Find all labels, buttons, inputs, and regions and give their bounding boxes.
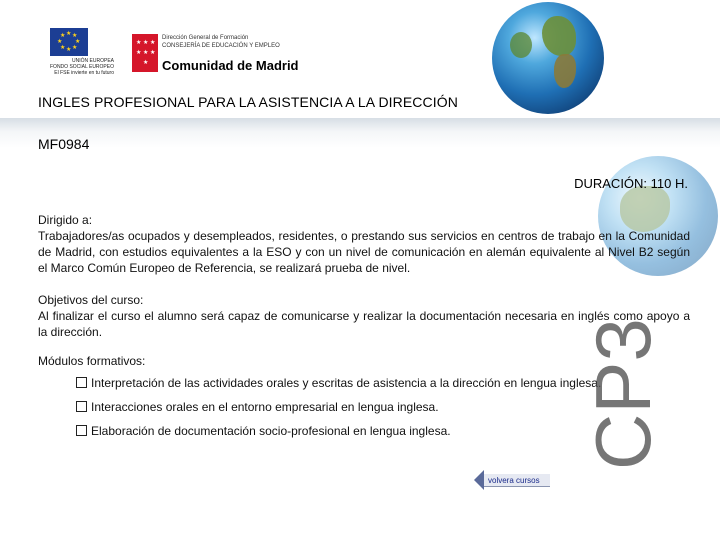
globe-icon	[492, 2, 604, 114]
madrid-name: Comunidad de Madrid	[162, 58, 299, 73]
eu-logo	[14, 28, 114, 76]
back-arrow-icon	[474, 470, 484, 490]
target-section	[38, 212, 690, 276]
course-duration: DURACIÓN: 110 H.	[574, 176, 688, 191]
madrid-department-text: Dirección General de Formación CONSEJERÍA DE EDUCACIÓN Y EMPLEO	[162, 35, 280, 49]
module-item: Interacciones orales en el entorno empresarial en lengua inglesa.	[76, 400, 439, 414]
madrid-flag-icon: ★ ★ ★ ★ ★ ★ ★	[132, 34, 158, 72]
course-code: MF0984	[38, 136, 90, 152]
course-title: INGLES PROFESIONAL PARA LA ASISTENCIA A LA DIRECCIÓN	[38, 94, 458, 110]
back-to-courses-button[interactable]	[474, 470, 550, 490]
eu-logo-text: UNIÓN EUROPEA FONDO SOCIAL EUROPEO El FSE invierte en tu futuro	[50, 58, 114, 76]
checkbox-bullet-icon	[76, 377, 87, 388]
objectives-text: Al finalizar el curso el alumno será capaz de comunicarse y realizar la documentación necesaria en inglés como apoyo a la dirección.	[38, 309, 690, 339]
checkbox-bullet-icon	[76, 425, 87, 436]
target-heading: Dirigido a:	[38, 213, 93, 227]
modules-heading: Módulos formativos:	[38, 354, 146, 368]
cp3-watermark: CP3	[579, 318, 667, 470]
objectives-heading: Objetivos del curso:	[38, 293, 144, 307]
back-to-courses-label: volvera cursos	[488, 476, 540, 485]
checkbox-bullet-icon	[76, 401, 87, 412]
comunidad-madrid-logo	[132, 32, 302, 76]
module-item: Interpretación de las actividades orales y escritas de asistencia a la dirección en lengua inglesa.	[76, 376, 601, 390]
module-item: Elaboración de documentación socio-profesional en lengua inglesa.	[76, 424, 451, 438]
title-band	[0, 118, 720, 148]
eu-flag-icon: ★ ★ ★ ★ ★ ★ ★ ★	[50, 28, 88, 56]
target-text: Trabajadores/as ocupados y desempleados, residentes, o prestando sus servicios en centros de trabajo en la Comunidad de Madrid, con estudios equivalentes a la ESO y con un nivel de comunicación en alemán equivalente al Nivel B2 según el Marco Común Europeo de Referencia, se realizará prueba de nivel.	[38, 229, 690, 275]
